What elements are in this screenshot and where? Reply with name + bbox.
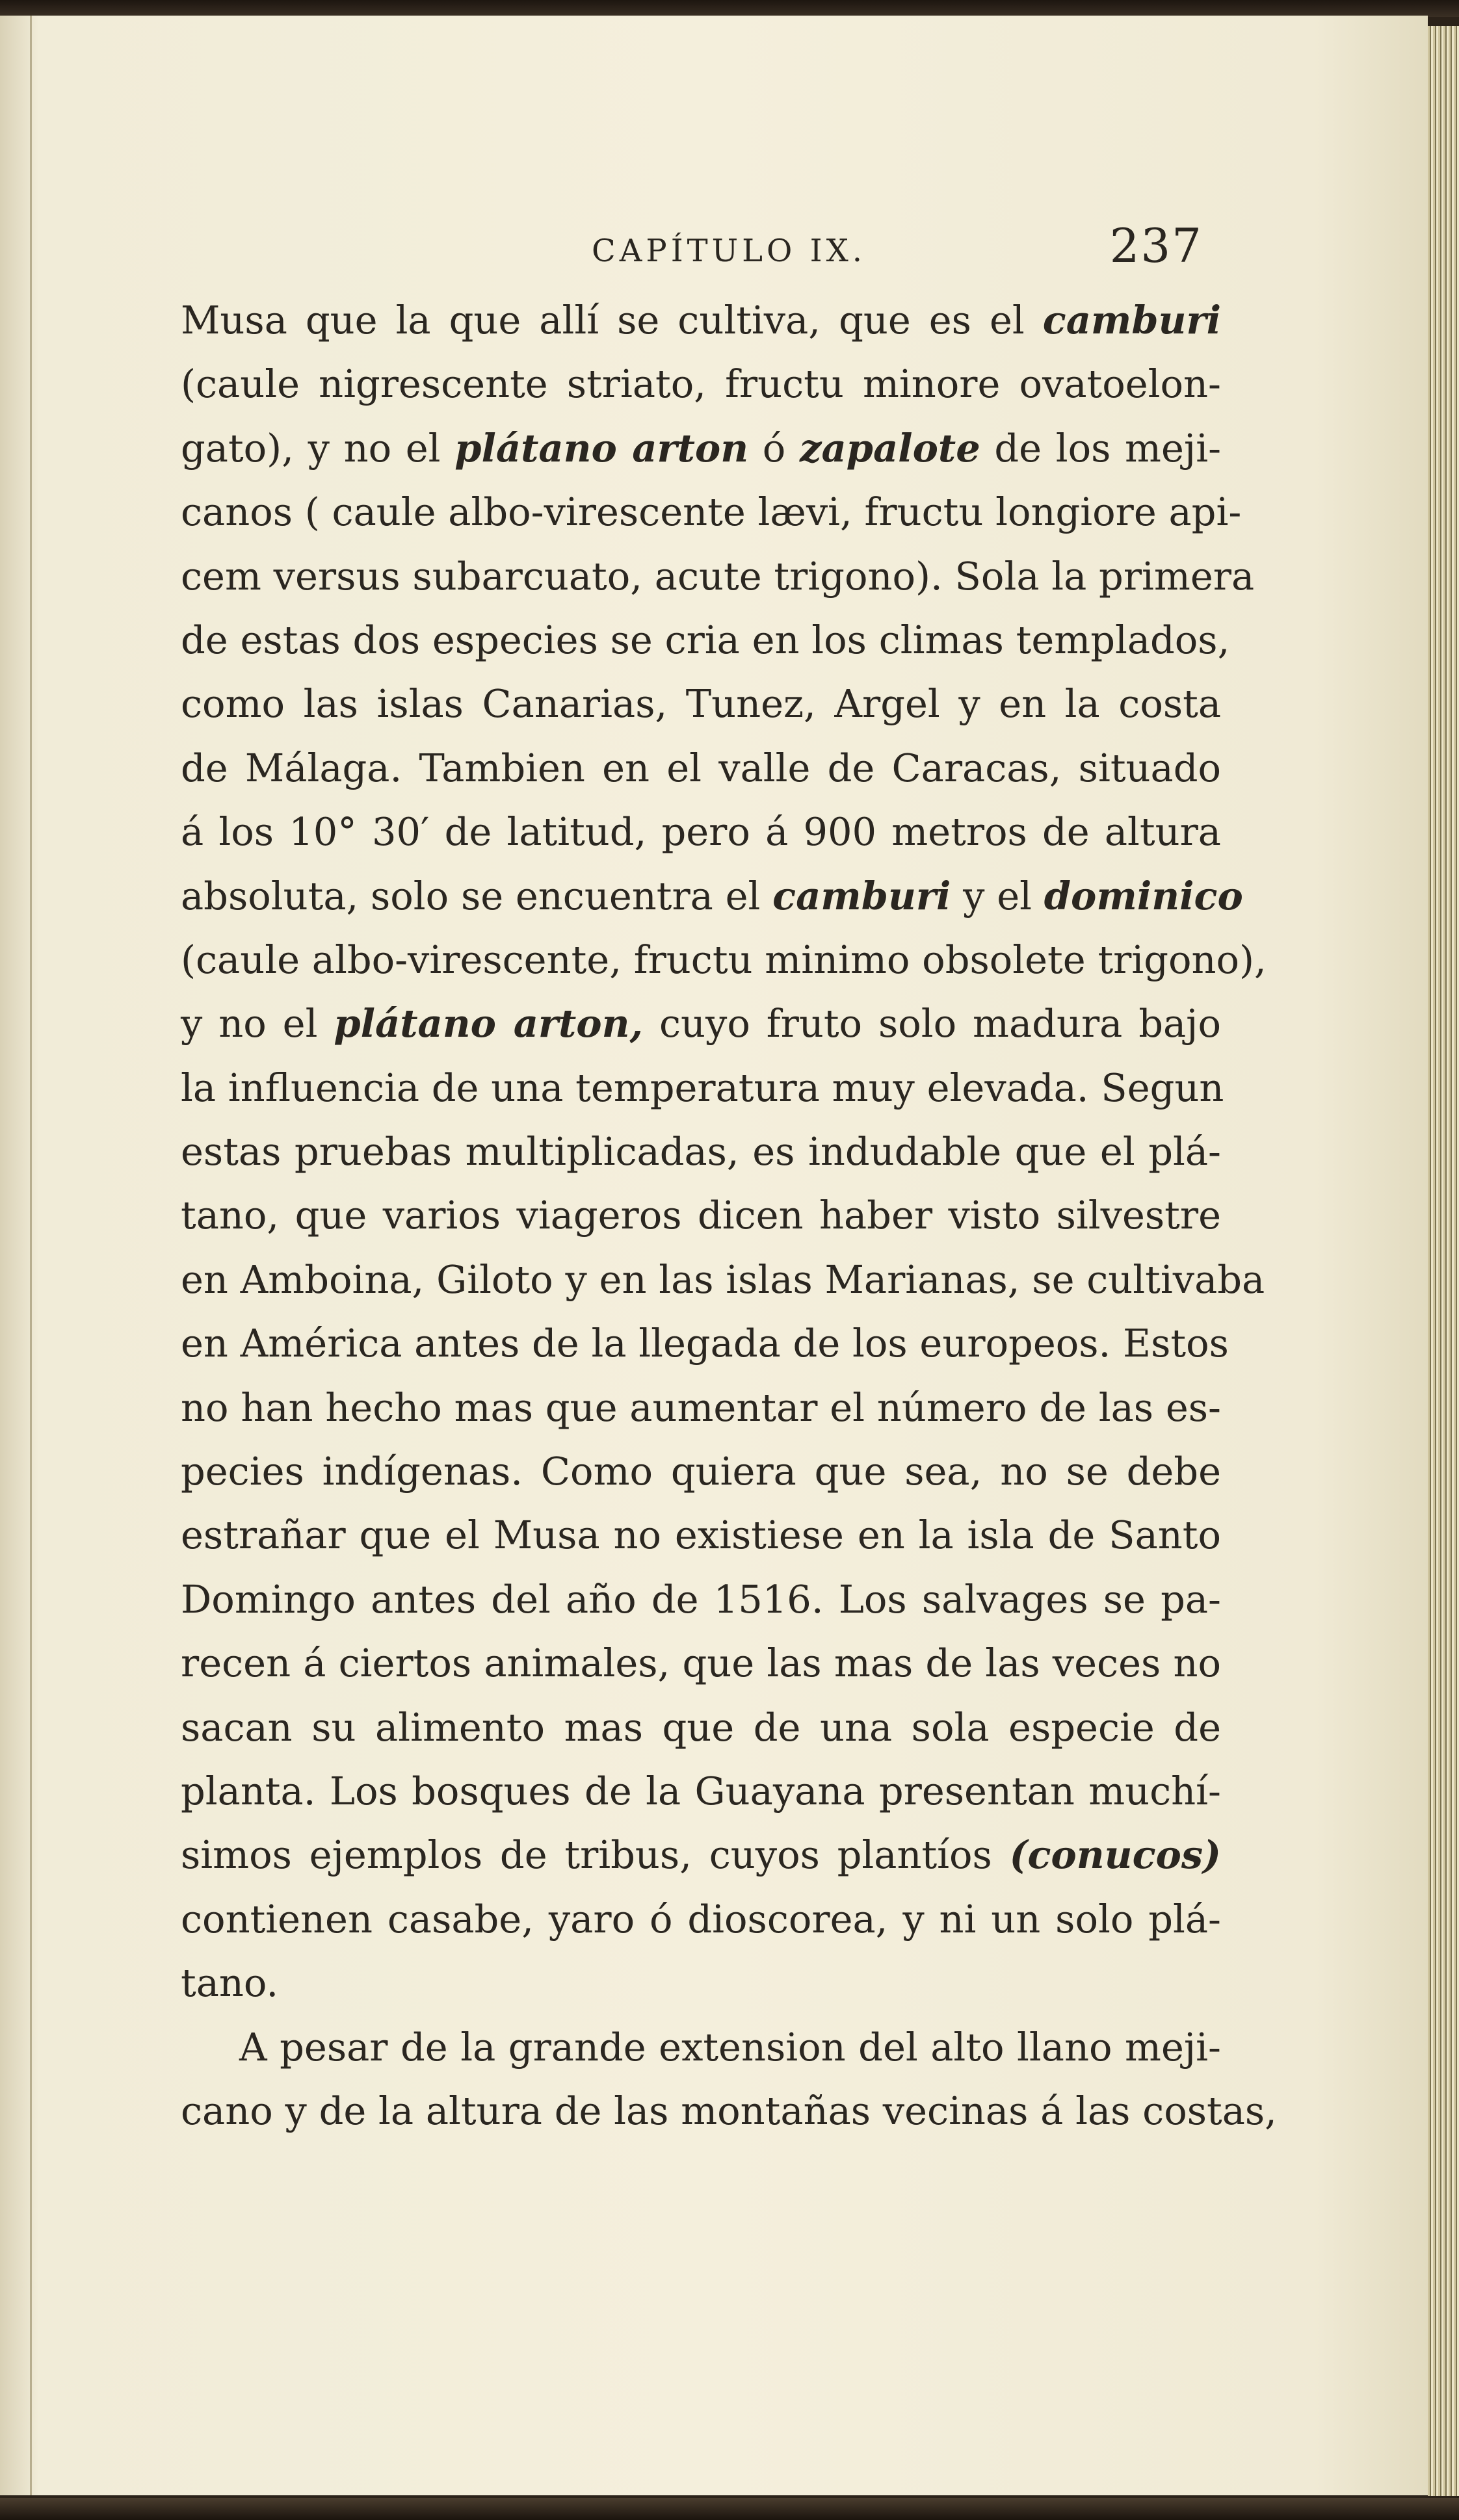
text-run: de los meji- bbox=[980, 425, 1222, 471]
text-run: A pesar de la grande extension del alto llano meji- bbox=[239, 2024, 1221, 2070]
text-run: y el bbox=[951, 873, 1044, 918]
italic-term: zapalote bbox=[799, 425, 980, 471]
italic-term: camburi bbox=[1042, 298, 1221, 343]
text-run: planta. Los bosques de la Guayana presentan muchí- bbox=[181, 1768, 1221, 1813]
chapter-heading: CAPÍTULO IX. bbox=[592, 233, 866, 269]
text-run: ó bbox=[748, 425, 800, 471]
text-line bbox=[181, 1696, 1221, 1760]
running-head bbox=[189, 207, 1203, 278]
text-run: y no el bbox=[181, 1001, 334, 1046]
text-line bbox=[181, 992, 1221, 1056]
gutter-shadow bbox=[30, 16, 32, 2495]
text-line bbox=[181, 1888, 1221, 1951]
text-line bbox=[181, 289, 1221, 352]
text-line bbox=[181, 800, 1221, 864]
text-run: Musa que la que allí se cultiva, que es el bbox=[181, 298, 1043, 343]
text-run: simos ejemplos de tribus, cuyos plantíos bbox=[181, 1832, 1010, 1878]
text-run: pecies indígenas. Como quiera que sea, no se debe bbox=[181, 1449, 1221, 1494]
text-line bbox=[181, 608, 1230, 672]
text-run: cano y de la altura de las montañas vecinas á las costas, bbox=[181, 2088, 1277, 2133]
italic-term: plátano arton bbox=[454, 425, 749, 471]
text-run: cuyo fruto solo madura bajo bbox=[643, 1001, 1221, 1046]
text-line bbox=[181, 2016, 1221, 2079]
text-line bbox=[181, 1120, 1221, 1184]
text-line bbox=[181, 1631, 1221, 1695]
text-line bbox=[181, 672, 1221, 736]
text-run: contienen casabe, yaro ó dioscorea, y ni un solo plá- bbox=[181, 1896, 1221, 1942]
text-line bbox=[181, 1440, 1221, 1503]
italic-term: (conucos) bbox=[1009, 1832, 1221, 1878]
text-line bbox=[181, 2079, 1277, 2143]
text-run: la influencia de una temperatura muy elevada. Segun bbox=[181, 1065, 1224, 1110]
text-line bbox=[181, 1568, 1221, 1631]
text-run: (caule albo-virescente, fructu minimo obsolete trigono), bbox=[181, 937, 1267, 982]
text-line bbox=[181, 480, 1242, 544]
text-run: canos ( caule albo-virescente lævi, fructu longiore api- bbox=[181, 489, 1242, 535]
text-run: recen á ciertos animales, que las mas de las veces no bbox=[181, 1641, 1221, 1686]
text-run: absoluta, solo se encuentra el bbox=[181, 873, 773, 918]
italic-term: camburi bbox=[772, 873, 951, 918]
text-run: (caule nigrescente striato, fructu minore ovatoelon- bbox=[181, 361, 1221, 407]
italic-term: dominico bbox=[1044, 873, 1243, 918]
text-line bbox=[181, 1503, 1221, 1567]
text-run: tano. bbox=[181, 1960, 279, 2006]
text-line bbox=[181, 417, 1221, 480]
text-run: Domingo antes del año de 1516. Los salvages se pa- bbox=[181, 1576, 1221, 1622]
text-run: tano, que varios viageros dicen haber visto silvestre bbox=[181, 1193, 1221, 1238]
text-line bbox=[181, 1056, 1224, 1120]
text-run: de Málaga. Tambien en el valle de Caracas, situado bbox=[181, 745, 1221, 790]
text-run: en Amboina, Giloto y en las islas Marianas, se cultivaba bbox=[181, 1256, 1265, 1302]
text-run: no han hecho mas que aumentar el número de las es- bbox=[181, 1384, 1221, 1430]
text-line bbox=[181, 1951, 1221, 2015]
text-run: cem versus subarcuato, acute trigono). Sola la primera bbox=[181, 553, 1255, 599]
text-run: en América antes de la llegada de los europeos. Estos bbox=[181, 1321, 1229, 1366]
bottom-page-edge bbox=[0, 2498, 1459, 2520]
page-number: 237 bbox=[1109, 218, 1203, 273]
text-line bbox=[181, 352, 1221, 416]
text-line bbox=[181, 864, 1243, 928]
body-text bbox=[181, 289, 1277, 2143]
top-page-edge bbox=[0, 0, 1459, 17]
text-line bbox=[181, 1312, 1229, 1375]
text-run: de estas dos especies se cria en los climas templados, bbox=[181, 617, 1230, 662]
text-line bbox=[181, 736, 1221, 800]
italic-term: plátano arton, bbox=[334, 1001, 644, 1046]
text-line bbox=[181, 1184, 1221, 1247]
text-run: gato), y no el bbox=[181, 425, 455, 471]
text-line bbox=[181, 1760, 1221, 1823]
text-line bbox=[181, 545, 1255, 608]
text-run: estas pruebas multiplicadas, es indudable que el plá- bbox=[181, 1129, 1221, 1175]
page-fore-edge bbox=[1428, 26, 1459, 2496]
text-line bbox=[181, 1823, 1221, 1887]
text-run: como las islas Canarias, Tunez, Argel y en la costa bbox=[181, 681, 1221, 727]
text-line bbox=[181, 928, 1267, 992]
text-run: estrañar que el Musa no existiese en la isla de Santo bbox=[181, 1513, 1221, 1558]
text-line bbox=[181, 1376, 1221, 1440]
text-run: á los 10° 30′ de latitud, pero á 900 metros de altura bbox=[181, 809, 1221, 855]
text-run: sacan su alimento mas que de una sola especie de bbox=[181, 1704, 1221, 1750]
text-line bbox=[181, 1248, 1265, 1312]
